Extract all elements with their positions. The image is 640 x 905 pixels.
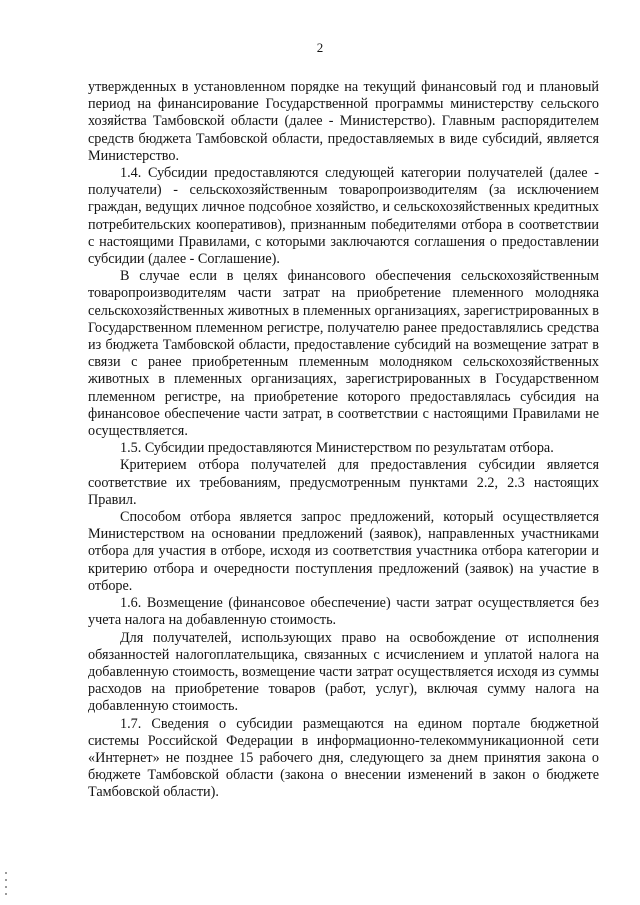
paragraph-vat-exempt: Для получателей, использующих право на освобождение от исполнения обязанностей налогоплательщика, связанных с исчислением и уплатой налога на добавленную стоимость, возмещение части затрат осуществляется исходя из суммы расходов на приобретение товаров (работ, услуг), включая сумму налога на добавленную стоимость. xyxy=(88,629,599,715)
paragraph-1-6-vat: 1.6. Возмещение (финансовое обеспечение) части затрат осуществляется без учета налога на добавленную стоимость. xyxy=(88,595,599,629)
paragraph-breeding-livestock: В случае если в целях финансового обеспечения сельскохозяйственным товаропроизводителям части затрат на приобретение племенного молодняка сельскохозяйственных животных в племенных организациях, зарегистрированных в Государственном племенном регистре, получателю ранее предоставлялись средства из бюджета Тамбовской области, предоставление субсидий на возмещение затрат в связи с ранее приобретенным племенным молодняком сельскохозяйственных животных в племенных организациях, зарегистрированных в Государственном племенном регистре, на приобретение которого предоставлялась субсидия на финансовое обеспечение части затрат, в соответствии с настоящими Правилами не осуществляется. xyxy=(88,268,599,440)
paragraph-1-5-selection: 1.5. Субсидии предоставляются Министерством по результатам отбора. xyxy=(120,440,554,457)
page-number: 2 xyxy=(316,40,324,55)
scan-edge-marks xyxy=(5,872,7,900)
paragraph-1-7-publication: 1.7. Сведения о субсидии размещаются на едином портале бюджетной системы Российской Федерации в информационно-телекоммуникационной сети «Интернет» не позднее 15 рабочего дня, следующего за днем принятия закона о бюджете Тамбовской области (закона о внесении изменений в закон о бюджете Тамбовской области). xyxy=(88,715,599,801)
paragraph-selection-criterion: Критерием отбора получателей для предоставления субсидии является соответствие их требованиям, предусмотренным пунктами 2.2, 2.3 настоящих Правил. xyxy=(88,457,599,508)
paragraph-selection-method: Способом отбора является запрос предложений, который осуществляется Министерством на основании предложений (заявок), направленных участниками отбора для участия в отборе, исходя из соответствия участника отбора категории и критерию отбора и очередности поступления предложений (заявок) на участие в отборе. xyxy=(88,509,599,594)
paragraph-approved-funding: утвержденных в установленном порядке на текущий финансовый год и плановый период на финансирование Государственной программы министерству сельского хозяйства Тамбовской области (далее - Министерство). Главным распорядителем средств бюджета Тамбовской области, предоставляемых в виде субсидий, является Министерство. xyxy=(88,79,599,164)
paragraph-1-4-recipients: 1.4. Субсидии предоставляются следующей категории получателей (далее - получатели) - сельскохозяйственным товаропроизводителям (за исключением граждан, ведущих личное подсобное хозяйство, и сельскохозяйственных кредитных потребительских кооперативов), признанным победителями отбора в соответствии с настоящими Правилами, с которыми заключаются соглашения о предоставлении субсидии (далее - Соглашение). xyxy=(88,165,599,268)
document-body xyxy=(88,79,599,802)
